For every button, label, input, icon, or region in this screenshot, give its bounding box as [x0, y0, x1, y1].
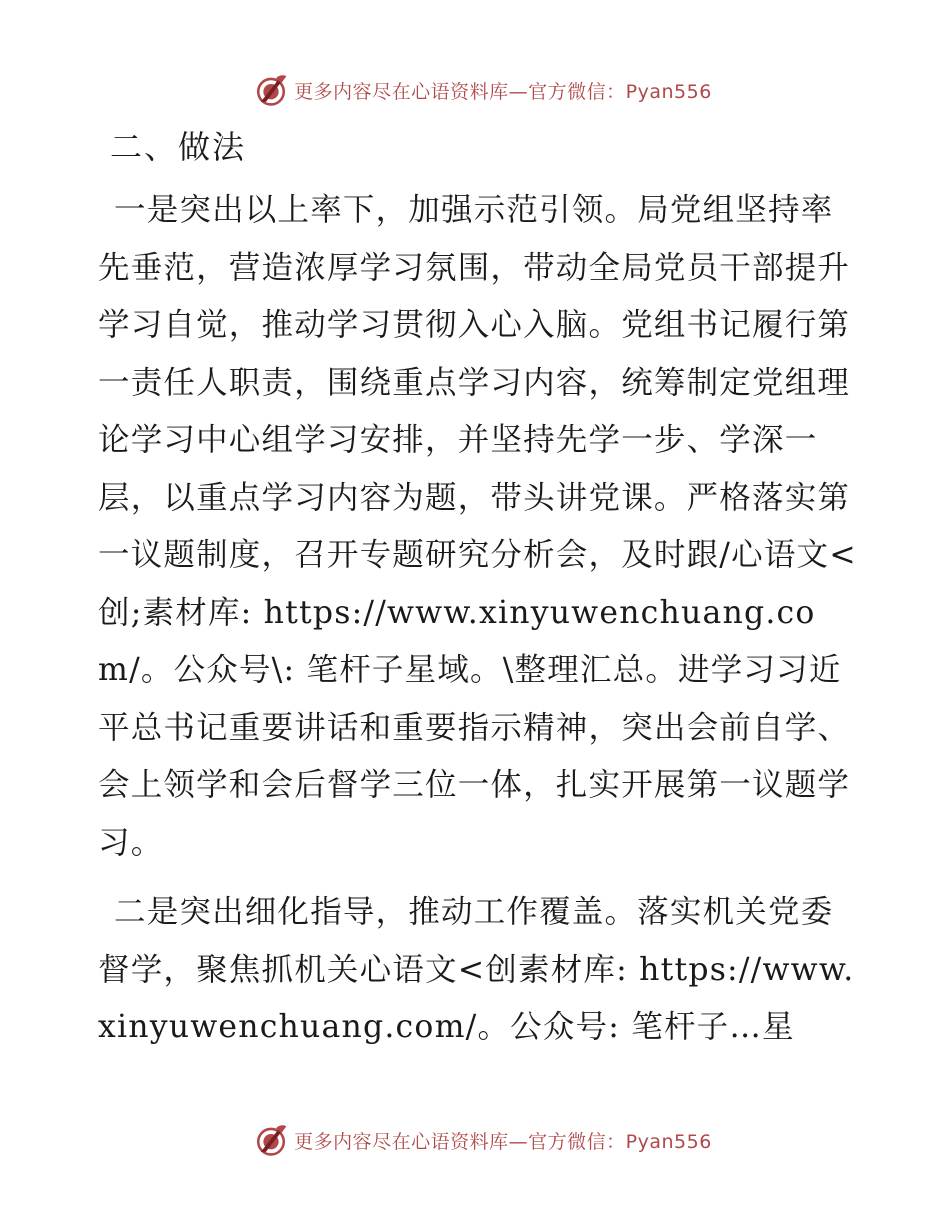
document-body [98, 118, 858, 1068]
watermark-group [254, 1123, 712, 1157]
watermark-text: 更多内容尽在心语资料库—官方微信：Pyan556 [294, 80, 712, 103]
feather-pen-circle-icon [254, 1123, 288, 1157]
page-header-watermark [0, 70, 950, 110]
page-footer-watermark [0, 1120, 950, 1160]
paragraph-2: 二是突出细化指导，推动工作覆盖。落实机关党委督学，聚焦抓机关心语文<创素材库: https://www.xinyuwenchuang.com/。公众号: 笔杆子…星 [98, 894, 855, 1045]
feather-pen-circle-icon [254, 73, 288, 107]
paragraph-1: 一是突出以上率下，加强示范引领。局党组坚持率先垂范，营造浓厚学习氛围，带动全局党员干部提升学习自觉，推动学习贯彻入心入脑。党组书记履行第一责任人职责，围绕重点学习内容，统筹制定党组理论学习中心组学习安排，并坚持先学一步、学深一层，以重点学习内容为题，带头讲党课。严格落实第一议题制度，召开专题研究分析会，及时跟/心语文<创;素材库: https://www.xinyuwenchuang.com/。公众号\: 笔杆子星域。\整理汇总。进学习习近平总书记重要讲话和重要指示精神，突出会前自学、会上领学和会后督学三位一体，扎实开展第一议题学习。 [98, 192, 857, 861]
section-title: 二、做法 [110, 128, 247, 166]
watermark-text: 更多内容尽在心语资料库—官方微信：Pyan556 [294, 1130, 712, 1153]
watermark-group [254, 73, 712, 107]
